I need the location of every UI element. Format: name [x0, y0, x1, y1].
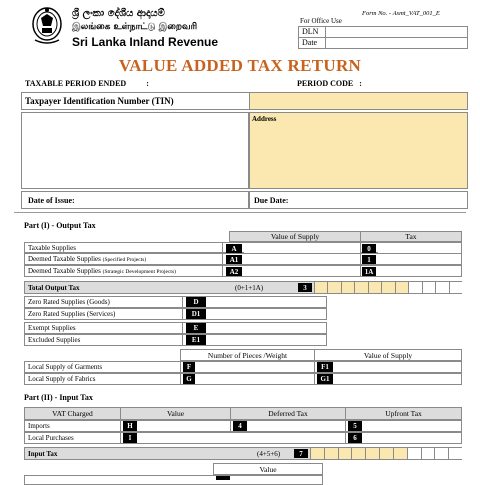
part1-tax-header: Tax: [360, 231, 462, 242]
taxpayer-name-box: [21, 112, 249, 189]
value-input-a[interactable]: [244, 243, 360, 253]
code-f: F: [183, 362, 195, 372]
exempt-supplies-row: Exempt Supplies: [24, 322, 327, 334]
emblem-logo: [31, 6, 63, 46]
code-5: 5: [348, 421, 362, 431]
code-1: 1: [362, 255, 376, 264]
code-next: [216, 476, 230, 480]
deferred-tax-header: Deferred Tax: [230, 407, 346, 420]
code-0: 0: [362, 244, 376, 253]
due-date-label: Due Date:: [254, 196, 289, 205]
code-6: 6: [348, 433, 362, 443]
dept-name-english: Sri Lanka Inland Revenue: [72, 35, 219, 49]
pieces-weight-header: Number of Pieces /Weight: [180, 349, 315, 361]
local-fabrics-row: Local Supply of Fabrics: [24, 373, 462, 385]
zero-rated-goods-row: Zero Rated Supplies (Goods): [24, 296, 327, 308]
local-purchases-row: Local Purchases: [24, 432, 462, 444]
code-3: 3: [298, 283, 312, 292]
code-g: G: [183, 374, 195, 384]
code-7: 7: [294, 449, 308, 458]
output-row-deemed-strategic: Deemed Taxable Supplies (Strategic Development Projects): [24, 265, 462, 277]
tax-input-0[interactable]: [378, 243, 461, 253]
code-e1: E1: [186, 335, 206, 345]
form-title: VALUE ADDED TAX RETURN: [118, 56, 362, 75]
part2-title: Part (II) - Input Tax: [24, 393, 93, 402]
code-i: I: [123, 433, 137, 443]
output-row-deemed-specified: Deemed Taxable Supplies (Specified Projects): [24, 253, 462, 265]
form-number: Form No. - Asmt_VAT_001_E: [362, 10, 440, 17]
value-of-supply-header: Value of Supply: [314, 349, 462, 361]
input-tax-label: Input Tax: [28, 450, 58, 458]
code-d: D: [186, 297, 206, 307]
code-f1: F1: [317, 362, 333, 372]
bottom-value-header: Value: [213, 463, 323, 475]
code-g1: G1: [317, 374, 333, 384]
dln-label: DLN: [302, 27, 319, 36]
local-garments-row: Local Supply of Garments: [24, 361, 462, 373]
upfront-tax-header: Upfront Tax: [345, 407, 462, 420]
code-h: H: [123, 421, 137, 431]
code-a2: A2: [226, 267, 242, 276]
output-row-taxable: Taxable Supplies: [24, 242, 462, 253]
office-use-label: For Office Use: [300, 17, 342, 25]
date-of-issue-box: [21, 191, 249, 209]
dept-name-sinhala: ශ්‍රී ලංකා දේශීය ආදායම්: [72, 8, 165, 19]
address-label: Address: [252, 115, 277, 123]
part1-title: Part (I) - Output Tax: [24, 221, 96, 230]
due-date-box: [249, 191, 468, 209]
tin-input[interactable]: [249, 92, 468, 110]
code-1a: 1A: [362, 267, 376, 276]
bottom-next-row: [24, 475, 323, 485]
excluded-supplies-row: Excluded Supplies: [24, 334, 327, 346]
input-tax-formula: (4+5+6): [257, 450, 281, 458]
taxable-period-label: TAXABLE PERIOD ENDED :: [25, 79, 149, 88]
input-tax-digit-boxes[interactable]: [310, 448, 462, 459]
period-code-label: PERIOD CODE :: [297, 79, 362, 88]
section-divider: [14, 212, 466, 213]
tin-label: Taxpayer Identification Number (TIN): [25, 96, 174, 106]
address-box[interactable]: [249, 112, 468, 189]
imports-row: Imports: [24, 420, 462, 432]
code-a1: A1: [226, 255, 242, 264]
code-e: E: [186, 323, 206, 333]
date-label: Date: [302, 38, 318, 47]
part1-value-header: Value of Supply: [229, 231, 361, 242]
total-output-tax-formula: (0+1+1A): [235, 284, 264, 292]
part2-value-header: Value: [120, 407, 231, 420]
code-4: 4: [233, 421, 247, 431]
total-output-tax-digit-boxes[interactable]: [314, 282, 462, 293]
date-of-issue-label: Date of Issue:: [28, 196, 75, 205]
code-d1: D1: [186, 309, 206, 319]
total-output-tax-label: Total Output Tax: [28, 284, 80, 292]
vat-charged-header: VAT Charged: [24, 407, 121, 420]
dept-name-tamil: இலங்கை உள்நாட்டு இறைவரி: [72, 22, 198, 32]
date-box: [298, 37, 468, 49]
zero-rated-services-row: Zero Rated Supplies (Services): [24, 308, 327, 320]
code-a: A: [226, 244, 242, 253]
